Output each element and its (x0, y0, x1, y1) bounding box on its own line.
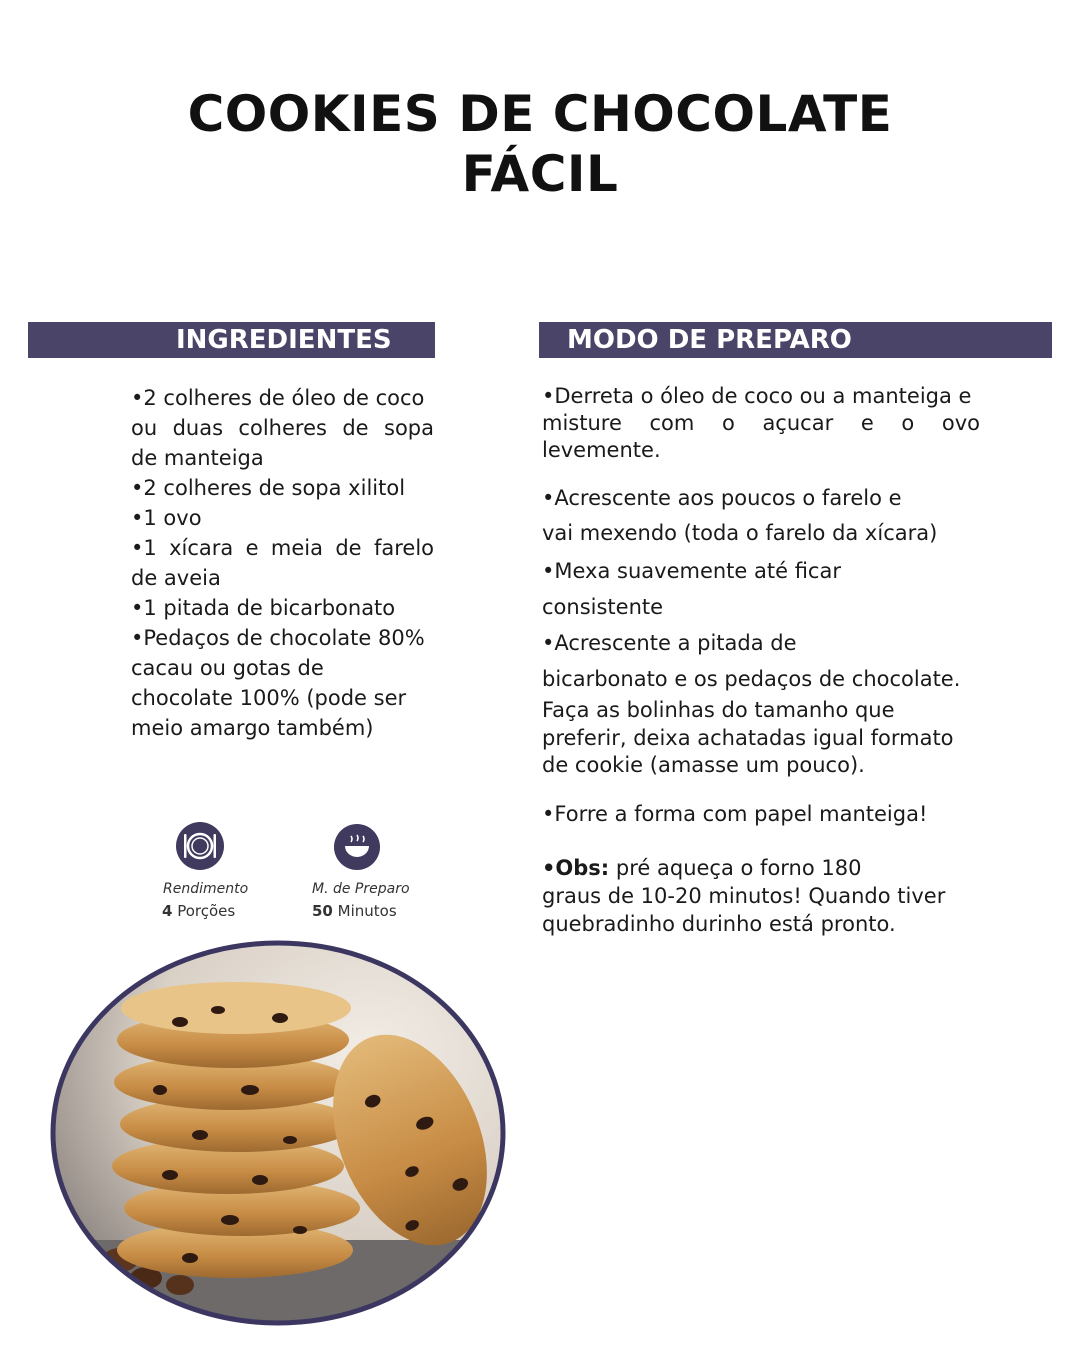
ingredient-line: meio amargo também) (131, 716, 374, 740)
observation-note (542, 855, 980, 938)
plate-cutlery-icon (176, 822, 224, 870)
ingredients-heading: INGREDIENTES (28, 322, 435, 358)
ingredient-item (131, 593, 434, 623)
step-line: vai mexendo (toda o farelo da xícara) (542, 521, 938, 545)
preparation-step (542, 625, 980, 779)
step-line: de cookie (amasse um pouco). (542, 753, 865, 777)
yield-number: 4 (162, 902, 173, 920)
step-line: preferir, deixa achatadas igual formato (542, 726, 954, 750)
step-line: •Mexa suavemente até ficar (542, 559, 841, 583)
ingredient-line: chocolate 100% (pode ser (131, 686, 407, 710)
preparation-heading: MODO DE PREPARO (539, 322, 1052, 358)
preparation-step (542, 801, 980, 828)
prep-time-label: M. de Preparo (312, 881, 410, 897)
obs-text-line: pré aqueça o forno 180 (615, 856, 862, 880)
ingredient-item (131, 623, 434, 743)
prep-time-value (312, 902, 397, 920)
step-line: levemente. (542, 438, 661, 462)
ingredient-line: •2 colheres de sopa xilitol (131, 476, 406, 500)
ingredient-line: de aveia (131, 566, 221, 590)
preparation-step (542, 481, 980, 551)
cookies-photo (50, 940, 506, 1326)
preparation-step (542, 383, 980, 464)
prep-time-unit: Minutos (337, 902, 397, 920)
ingredient-line: ou duas colheres de sopa (131, 416, 434, 440)
step-line: bicarbonato e os pedaços de chocolate. (542, 667, 961, 691)
ingredient-item (131, 473, 434, 503)
obs-text-line: graus de 10-20 minutos! Quando tiver (542, 884, 946, 908)
step-line: consistente (542, 595, 664, 619)
preparation-step (542, 553, 980, 625)
yield-value (162, 902, 235, 920)
obs-first-line (542, 855, 980, 882)
recipe-title (0, 84, 1080, 204)
step-line: •Acrescente aos poucos o farelo e (542, 486, 902, 510)
ingredient-line: cacau ou gotas de (131, 656, 324, 680)
step-line: •Derreta o óleo de coco ou a manteiga e (542, 384, 972, 408)
ingredient-line: •2 colheres de óleo de coco (131, 386, 425, 410)
ingredient-line: de manteiga (131, 446, 264, 470)
obs-label: •Obs: (542, 856, 610, 880)
steaming-bowl-icon (334, 824, 380, 870)
ingredient-item (131, 383, 434, 473)
title-line-1: COOKIES DE CHOCOLATE (187, 85, 893, 143)
ingredients-list (131, 383, 434, 743)
step-line: •Forre a forma com papel manteiga! (542, 802, 928, 826)
prep-time-stat (310, 822, 430, 922)
ingredient-line: •1 ovo (131, 506, 202, 530)
ingredient-line: •1 xícara e meia de farelo (131, 536, 434, 560)
preparation-steps (542, 383, 980, 938)
yield-label: Rendimento (163, 881, 249, 897)
ingredient-item (131, 503, 434, 533)
ingredient-line: •Pedaços de chocolate 80% (131, 626, 425, 650)
yield-stat (160, 822, 270, 922)
step-line: misture com o açucar e o ovo (542, 411, 980, 435)
step-line: •Acrescente a pitada de (542, 631, 797, 655)
step-line: Faça as bolinhas do tamanho que (542, 698, 895, 722)
ingredient-item (131, 533, 434, 593)
obs-text-line: quebradinho durinho está pronto. (542, 912, 896, 936)
title-line-2: FÁCIL (461, 145, 619, 203)
yield-unit: Porções (177, 902, 236, 920)
ingredient-line: •1 pitada de bicarbonato (131, 596, 396, 620)
prep-time-number: 50 (312, 902, 333, 920)
